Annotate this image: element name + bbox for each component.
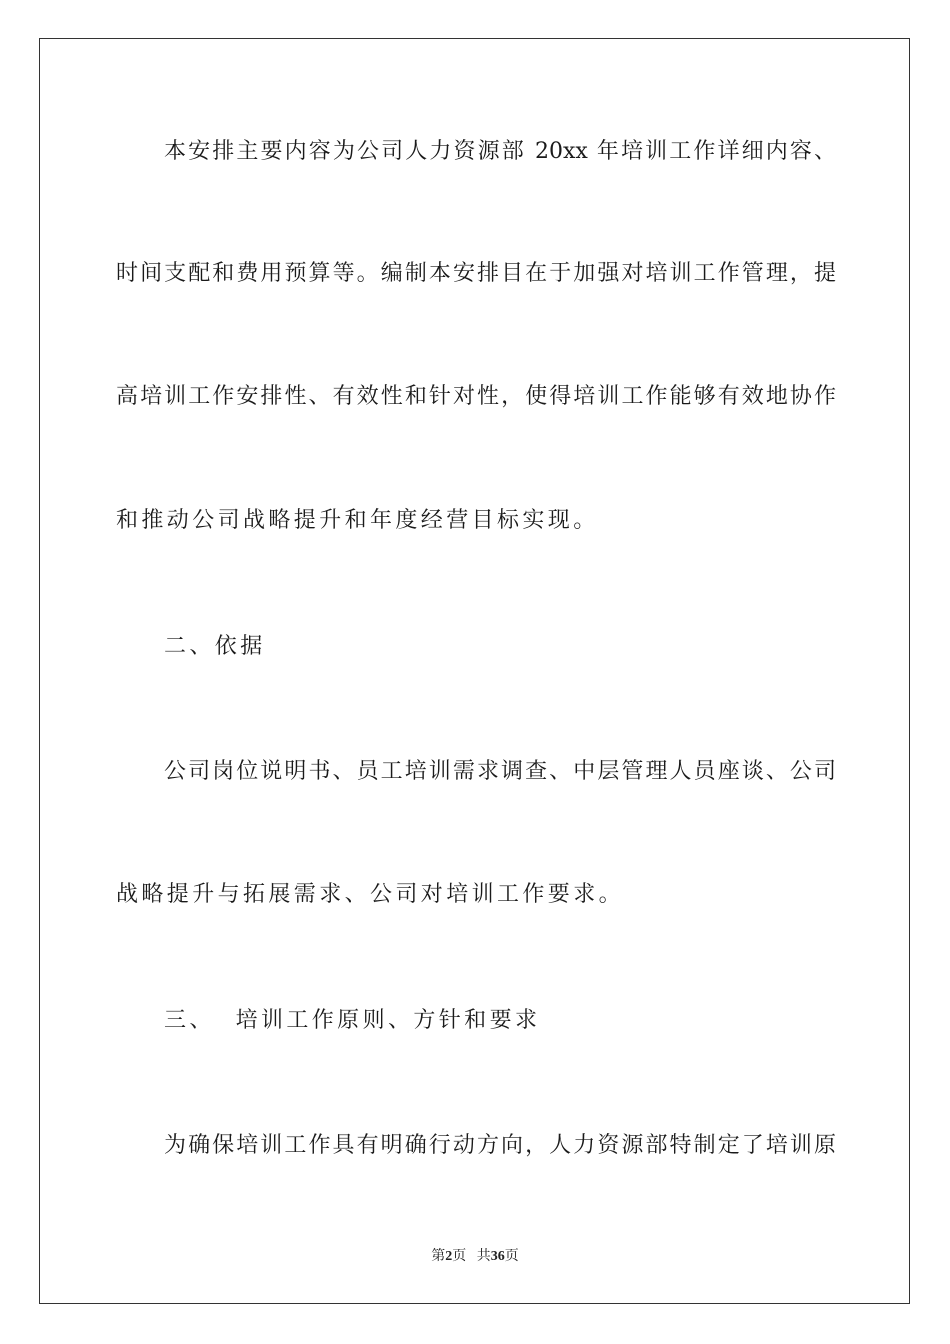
footer-page-unit: 页 (452, 1249, 467, 1264)
paragraph-1-line-2: 时间支配和费用预算等。编制本安排目在于加强对培训工作管理，提 (116, 261, 836, 286)
section-heading-principles: 三、 培训工作原则、方针和要求 (164, 1008, 541, 1033)
footer-total-prefix: 共 (476, 1249, 491, 1264)
footer-total-pages: 36 (490, 1249, 505, 1264)
page-footer (0, 1247, 950, 1267)
paragraph-2-line-1: 公司岗位说明书、员工培训需求调查、中层管理人员座谈、公司 (164, 759, 836, 784)
footer-prefix: 第 (431, 1249, 446, 1264)
paragraph-1-line-4: 和推动公司战略提升和年度经营目标实现。 (116, 508, 599, 533)
paragraph-3-line-1: 为确保培训工作具有明确行动方向，人力资源部特制定了培训原 (164, 1133, 836, 1158)
paragraph-1-line-3: 高培训工作安排性、有效性和针对性，使得培训工作能够有效地协作 (116, 384, 836, 409)
section-heading-basis: 二、依据 (164, 634, 266, 659)
paragraph-2-line-2: 战略提升与拓展需求、公司对培训工作要求。 (116, 882, 625, 907)
footer-page-number: 2 (445, 1249, 453, 1264)
footer-total-unit: 页 (504, 1249, 519, 1264)
page-border (39, 38, 910, 1304)
paragraph-1-line-1: 本安排主要内容为公司人力资源部 20xx 年培训工作详细内容、 (164, 139, 836, 164)
